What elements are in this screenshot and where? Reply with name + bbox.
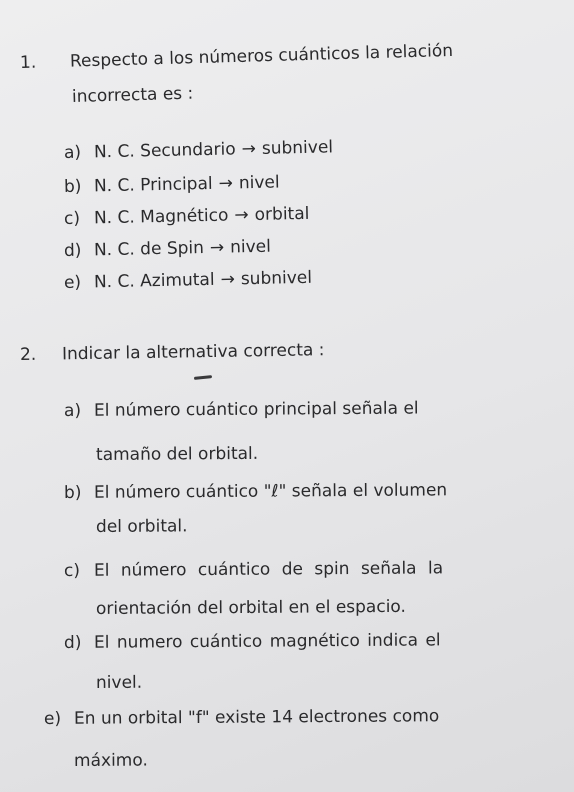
q2-option-e-line-2 [74,749,148,772]
q2-number: 2. [19,344,37,365]
q2-option-b-line-2 [96,515,188,538]
q2-option-e-text-2: máximo. [73,750,148,771]
q2-option-a-text-1: El número cuántico principal señala el [93,398,419,421]
q2-option-d-text-1: El numero cuántico magnético indica el [93,630,441,653]
q1-option-a-right: subnivel [261,137,334,159]
q1-option-e-letter: e) [63,272,82,293]
q1-option-e-right: subnivel [240,267,313,290]
q1-text-line-2: incorrecta es : [71,83,194,107]
arrow-icon: → [218,173,234,194]
q2-option-e-text-1: En un orbital "f" existe 14 electrones como [73,706,440,729]
q1-text-line-1: Respecto a los números cuánticos la relación [69,40,454,72]
q1-option-d-right: nivel [229,236,272,258]
q1-option-e-left: N. C. Azimutal [93,269,215,293]
q1-option-c-left: N. C. Magnético [93,205,229,229]
q2-option-c-text-2: orientación del orbital en el espacio. [95,596,406,619]
q1-line-1 [20,37,540,74]
q2-option-b-line-1 [64,479,550,504]
arrow-icon: → [234,205,249,226]
q2-option-b-text-2: del orbital. [95,516,188,537]
q1-option-c-right: orbital [254,203,310,226]
q2-option-e-letter: e) [43,708,62,729]
q2-option-d-line-2 [96,672,142,694]
q1-option-d-letter: d) [63,240,82,261]
q2-option-b-letter: b) [63,482,82,503]
q1-option-e [64,267,312,294]
q2-option-d-line-1 [64,629,554,654]
q1-option-a-left: N. C. Secundario [93,139,236,163]
q1-option-c-letter: c) [63,208,81,229]
q2-option-d-letter: d) [63,632,82,653]
q2-option-c-letter: c) [63,560,81,581]
q2-option-a-letter: a) [63,400,82,421]
q2-option-a-text-2: tamaño del orbital. [95,443,259,465]
q1-option-d-left: N. C. de Spin [93,238,205,261]
q2-option-c-line-2 [96,596,406,620]
q1-option-d [64,236,271,262]
q1-number: 1. [19,52,37,73]
q1-option-c [64,203,310,230]
arrow-icon: → [241,138,257,160]
q2-title: Indicar la alternativa correcta : [61,340,325,365]
q1-option-a-letter: a) [63,142,82,163]
q2-option-c-text-1: El número cuántico de spin señala la [93,558,444,581]
pen-mark [194,375,212,380]
arrow-icon: → [209,237,225,258]
q1-option-b [64,171,280,198]
q2-option-a-line-2 [96,443,258,466]
q1-option-b-left: N. C. Principal [93,173,213,197]
q2-option-c-line-1 [64,557,554,582]
q2-option-a-line-1 [64,397,550,422]
q2-option-e-line-1 [44,704,564,730]
q2-option-d-text-2: nivel. [95,672,143,693]
q1-option-b-right: nivel [238,172,280,194]
arrow-icon: → [220,269,236,290]
q1-option-b-letter: b) [63,176,82,197]
q1-option-a [64,136,333,164]
q2-option-b-text-1: El número cuántico "ℓ" señala el volumen [93,480,448,503]
q1-line-2 [72,83,194,108]
q2-title-line [20,339,325,366]
